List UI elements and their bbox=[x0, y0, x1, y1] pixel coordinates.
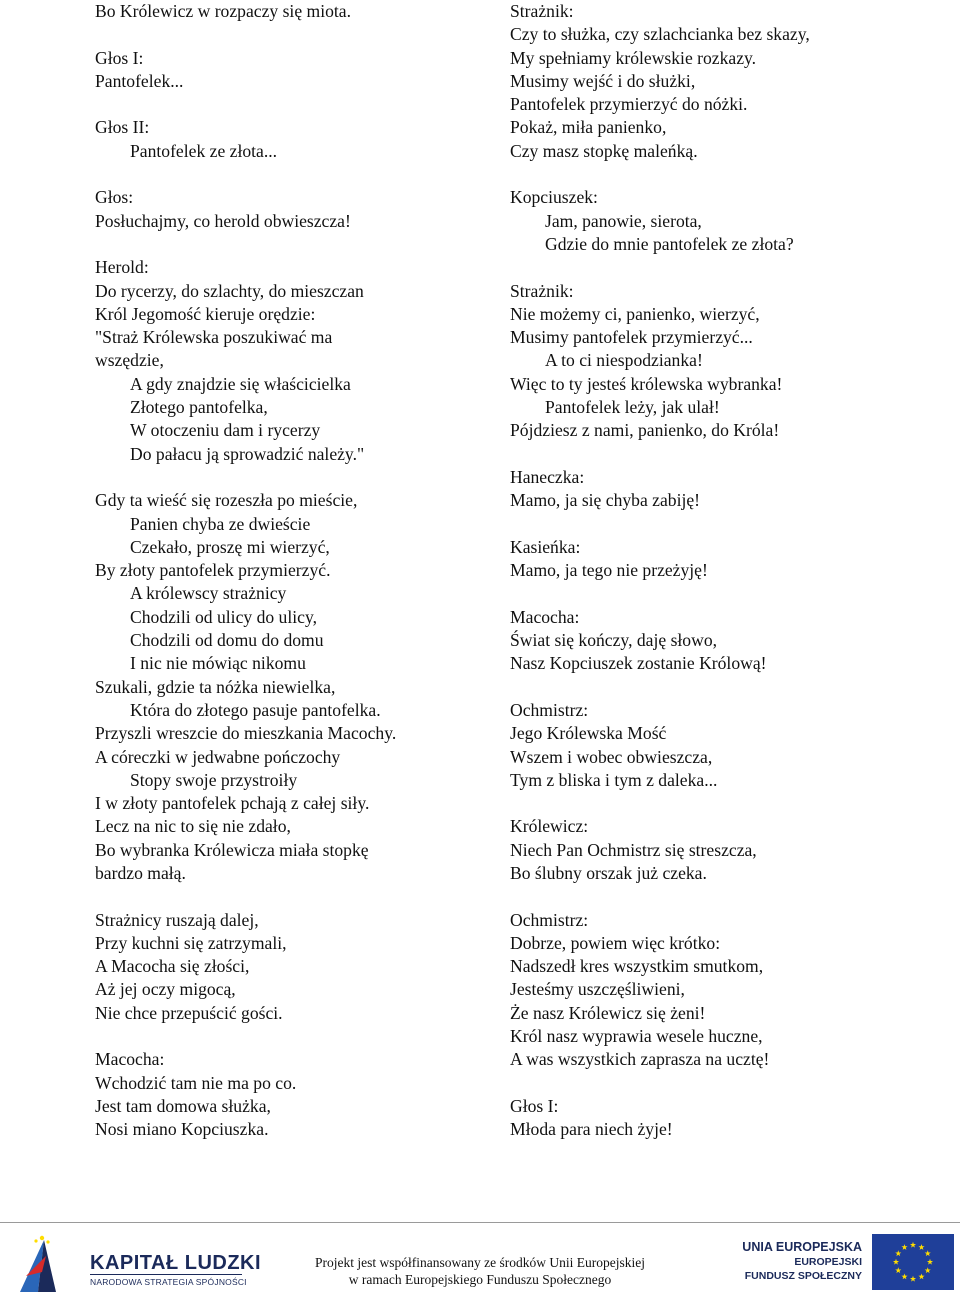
text-line: bardzo małą. bbox=[95, 862, 186, 883]
text-line: W otoczeniu dam i rycerzy bbox=[130, 420, 321, 441]
text-line: Ochmistrz: bbox=[510, 699, 589, 720]
text-line: Bo Królewicz w rozpaczy się miota. bbox=[95, 1, 351, 21]
text-line: Musimy pantofelek przymierzyć... bbox=[510, 327, 753, 348]
text-line: Która do złotego pasuje pantofelka. bbox=[130, 699, 381, 720]
text-line: Musimy wejść i do służki, bbox=[510, 70, 696, 91]
text-line: Lecz na nic to się nie zdało, bbox=[95, 816, 291, 837]
text-line: Gdy ta wieść się rozeszła po mieście, bbox=[95, 490, 358, 511]
text-line: I w złoty pantofelek pchają z całej siły. bbox=[95, 793, 370, 814]
text-line: Chodzili od ulicy do ulicy, bbox=[130, 606, 317, 627]
text-line: Jesteśmy uszczęśliwieni, bbox=[510, 979, 685, 1000]
text-line: Kasieńka: bbox=[510, 536, 581, 557]
text-line: Pójdziesz z nami, panienko, do Króla! bbox=[510, 420, 780, 441]
stanza-gap bbox=[510, 256, 950, 279]
text-line: Przy kuchni się zatrzymali, bbox=[95, 932, 287, 953]
stanza-gap bbox=[510, 676, 950, 699]
text-line: Nosi miano Kopciuszka. bbox=[95, 1119, 269, 1140]
stanza-gap bbox=[95, 233, 495, 256]
stanza-gap bbox=[95, 163, 495, 186]
text-line: Aż jej oczy migocą, bbox=[95, 979, 236, 1000]
text-line: Głos II: bbox=[95, 117, 150, 138]
text-line: Złotego pantofelka, bbox=[130, 397, 268, 418]
text-line: Pantofelek przymierzyć do nóżki. bbox=[510, 94, 748, 115]
text-line: Czy masz stopkę maleńką. bbox=[510, 140, 698, 161]
eu-flag-icon bbox=[872, 1234, 954, 1290]
text-line: A córeczki w jedwabne pończochy bbox=[95, 746, 341, 767]
kapital-ludzki-subtitle: NARODOWA STRATEGIA SPÓJNOŚCI bbox=[90, 1277, 247, 1287]
text-line: A królewscy strażnicy bbox=[130, 583, 287, 604]
text-line: A to ci niespodzianka! bbox=[545, 350, 703, 371]
text-line: Posłuchajmy, co herold obwieszcza! bbox=[95, 210, 351, 231]
text-line: Świat się kończy, daję słowo, bbox=[510, 630, 718, 651]
eu-label-line3: FUNDUSZ SPOŁECZNY bbox=[744, 1270, 862, 1282]
text-line: Król Jegomość kieruje orędzie: bbox=[95, 303, 316, 324]
text-line: Mamo, ja tego nie przeżyję! bbox=[510, 560, 708, 581]
text-line: Herold: bbox=[95, 257, 149, 278]
text-line: Tym z bliska i tym z daleka... bbox=[510, 769, 718, 790]
text-line: Przyszli wreszcie do mieszkania Macochy. bbox=[95, 723, 397, 744]
text-line: Strażnik: bbox=[510, 1, 574, 21]
text-line: Chodzili od domu do domu bbox=[130, 630, 324, 651]
text-line: Czy to służka, czy szlachcianka bez skazy, bbox=[510, 24, 810, 45]
stanza-gap bbox=[95, 466, 495, 489]
text-line: Głos: bbox=[95, 187, 134, 208]
text-line: Bo ślubny orszak już czeka. bbox=[510, 862, 707, 883]
text-line: Nadszedł kres wszystkim smutkom, bbox=[510, 956, 764, 977]
stanza-gap bbox=[510, 885, 950, 908]
stanza-gap bbox=[95, 1025, 495, 1048]
text-line: Więc to ty jesteś królewska wybranka! bbox=[510, 373, 783, 394]
eu-label-line2: EUROPEJSKI bbox=[794, 1256, 862, 1268]
text-line: A gdy znajdzie się właścicielka bbox=[130, 373, 351, 394]
text-line: Jam, panowie, sierota, bbox=[545, 210, 702, 231]
left-text-column bbox=[95, 0, 495, 1142]
text-line: I nic nie mówiąc nikomu bbox=[130, 653, 306, 674]
stanza-gap bbox=[510, 582, 950, 605]
text-line: "Straż Królewska poszukiwać ma bbox=[95, 327, 333, 348]
text-line: Strażnik: bbox=[510, 280, 574, 301]
text-line: Stopy swoje przystroiły bbox=[130, 769, 298, 790]
text-line: Nie chce przepuścić gości. bbox=[95, 1002, 283, 1023]
text-line: Głos I: bbox=[510, 1095, 559, 1116]
text-line: Haneczka: bbox=[510, 466, 585, 487]
page-footer bbox=[0, 1222, 960, 1299]
stanza-gap bbox=[510, 1072, 950, 1095]
text-line: wszędzie, bbox=[95, 350, 164, 371]
text-line: Do pałacu ją sprowadzić należy." bbox=[130, 443, 365, 464]
stanza-gap bbox=[510, 163, 950, 186]
text-line: Królewicz: bbox=[510, 816, 589, 837]
stanza-gap bbox=[95, 23, 495, 46]
text-line: Głos I: bbox=[95, 47, 144, 68]
text-line: Jego Królewska Mość bbox=[510, 723, 667, 744]
kapital-ludzki-title: KAPITAŁ LUDZKI bbox=[90, 1252, 262, 1274]
kapital-ludzki-logo bbox=[12, 1232, 262, 1296]
kapital-ludzki-emblem-icon bbox=[12, 1232, 76, 1296]
text-line: A was wszystkich zaprasza na ucztę! bbox=[510, 1049, 770, 1070]
text-line: Jest tam domowa służka, bbox=[95, 1095, 271, 1116]
text-line: Nasz Kopciuszek zostanie Królową! bbox=[510, 653, 767, 674]
text-line: Gdzie do mnie pantofelek ze złota? bbox=[545, 233, 794, 254]
text-line: Macocha: bbox=[95, 1049, 165, 1070]
stanza-gap bbox=[95, 885, 495, 908]
eu-label-line1: UNIA EUROPEJSKA bbox=[742, 1240, 862, 1254]
text-line: Czekało, proszę mi wierzyć, bbox=[130, 536, 330, 557]
text-line: Wchodzić tam nie ma po co. bbox=[95, 1072, 297, 1093]
cofinancing-note-line2: w ramach Europejskiego Funduszu Społecznego bbox=[348, 1272, 612, 1287]
eu-fund-label bbox=[722, 1240, 862, 1283]
stanza-gap bbox=[510, 443, 950, 466]
text-line: Ochmistrz: bbox=[510, 909, 589, 930]
text-line: Pantofelek leży, jak ulał! bbox=[545, 397, 720, 418]
text-line: Macocha: bbox=[510, 606, 580, 627]
text-line: Szukali, gdzie ta nóżka niewielka, bbox=[95, 676, 336, 697]
text-line: Bo wybranka Królewicza miała stopkę bbox=[95, 839, 369, 860]
text-line: Panien chyba ze dwieście bbox=[130, 513, 311, 534]
text-line: A Macocha się złości, bbox=[95, 956, 250, 977]
text-line: Młoda para niech żyje! bbox=[510, 1119, 673, 1140]
text-line: Kopciuszek: bbox=[510, 187, 598, 208]
text-line: Mamo, ja się chyba zabiję! bbox=[510, 490, 701, 511]
stanza-gap bbox=[510, 513, 950, 536]
text-line: Niech Pan Ochmistrz się streszcza, bbox=[510, 839, 757, 860]
text-line: Strażnicy ruszają dalej, bbox=[95, 909, 259, 930]
cofinancing-note-line1: Projekt jest współfinansowany ze środków Unii Europejskiej bbox=[315, 1255, 645, 1270]
text-line: Pantofelek ze złota... bbox=[130, 140, 278, 161]
text-line: Wszem i wobec obwieszcza, bbox=[510, 746, 713, 767]
stanza-gap bbox=[95, 93, 495, 116]
text-line: Nie możemy ci, panienko, wierzyć, bbox=[510, 303, 760, 324]
text-line: Król nasz wyprawia wesele huczne, bbox=[510, 1026, 763, 1047]
text-line: By złoty pantofelek przymierzyć. bbox=[95, 560, 331, 581]
text-line: Do rycerzy, do szlachty, do mieszczan bbox=[95, 280, 364, 301]
text-line: Że nasz Królewicz się żeni! bbox=[510, 1002, 706, 1023]
text-line: My spełniamy królewskie rozkazy. bbox=[510, 47, 757, 68]
stanza-gap bbox=[510, 792, 950, 815]
kapital-ludzki-rule bbox=[90, 1274, 242, 1275]
text-line: Pokaż, miła panienko, bbox=[510, 117, 667, 138]
text-line: Dobrze, powiem więc krótko: bbox=[510, 932, 721, 953]
right-text-column bbox=[510, 0, 950, 1142]
cofinancing-note bbox=[260, 1254, 700, 1288]
text-line: Pantofelek... bbox=[95, 70, 184, 91]
